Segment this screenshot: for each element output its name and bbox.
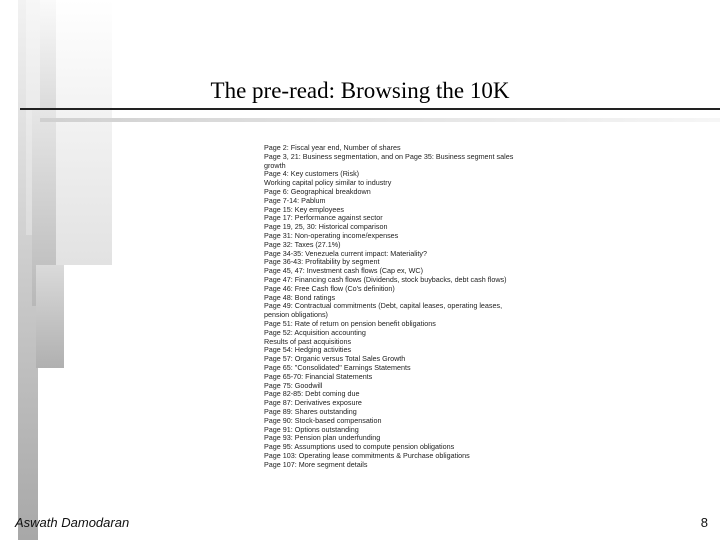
page-reference-list xyxy=(264,144,526,469)
list-item: Page 19, 25, 30: Historical comparison xyxy=(264,222,388,232)
list-item: growth xyxy=(264,160,286,170)
list-item: Page 32: Taxes (27.1%) xyxy=(264,239,341,249)
list-item: Page 75: Goodwill xyxy=(264,380,323,390)
list-item: Page 34-35: Venezuela current impact: Materiality? xyxy=(264,248,428,258)
list-item: Page 57: Organic versus Total Sales Growth xyxy=(264,354,406,364)
page-number: 8 xyxy=(700,515,708,530)
list-item: Page 7-14: Pablum xyxy=(264,195,326,205)
list-item: Page 87: Derivatives exposure xyxy=(264,398,362,408)
list-item: Page 46: Free Cash flow (Co's definition) xyxy=(264,283,395,293)
list-item: Page 6: Geographical breakdown xyxy=(264,186,371,196)
list-item: Page 82-85: Debt coming due xyxy=(264,389,360,399)
list-item: Page 15: Key employees xyxy=(264,204,344,214)
list-item: Page 95: Assumptions used to compute pension obligations xyxy=(264,442,455,452)
list-item: Page 49: Contractual commitments (Debt, capital leases, operating leases, xyxy=(264,301,503,311)
list-item: Page 17: Performance against sector xyxy=(264,213,383,223)
list-item: Page 103: Operating lease commitments & Purchase obligations xyxy=(264,450,470,460)
title-divider xyxy=(20,108,720,110)
list-item: Page 31: Non-operating income/expenses xyxy=(264,230,399,240)
list-item: Page 54: Hedging activities xyxy=(264,345,352,355)
list-item: Page 89: Shares outstanding xyxy=(264,406,357,416)
author-name: Aswath Damodaran xyxy=(15,515,130,530)
list-item: Page 48: Bond ratings xyxy=(264,292,336,302)
list-item: pension obligations) xyxy=(264,310,328,320)
list-item: Page 65-70: Financial Statements xyxy=(264,371,373,381)
list-item: Page 47: Financing cash flows (Dividends, stock buybacks, debt cash flows) xyxy=(264,274,507,284)
list-item: Page 45, 47: Investment cash flows (Cap ex, WC) xyxy=(264,266,423,276)
list-item: Page 4: Key customers (Risk) xyxy=(264,169,360,179)
list-item: Results of past acquisitions xyxy=(264,336,352,346)
slide-title: The pre-read: Browsing the 10K xyxy=(210,78,510,103)
list-item: Page 36-43: Profitability by segment xyxy=(264,257,380,267)
list-item: Page 91: Options outstanding xyxy=(264,424,359,434)
decorative-bar xyxy=(36,265,64,368)
list-item: Page 65: "Consolidated" Earnings Statements xyxy=(264,362,411,372)
list-item: Working capital policy similar to industry xyxy=(264,178,392,188)
decorative-bar xyxy=(56,0,112,265)
list-item: Page 107: More segment details xyxy=(264,459,368,469)
list-item: Page 90: Stock-based compensation xyxy=(264,415,382,425)
list-item: Page 93: Pension plan underfunding xyxy=(264,433,381,443)
decorative-band xyxy=(40,118,720,122)
list-item: Page 52: Acquisition accounting xyxy=(264,327,366,337)
list-item: Page 2: Fiscal year end, Number of shares xyxy=(264,143,401,152)
list-item: Page 51: Rate of return on pension benefit obligations xyxy=(264,318,436,328)
list-item: Page 3, 21: Business segmentation, and on Page 35: Business segment sales xyxy=(264,151,514,161)
